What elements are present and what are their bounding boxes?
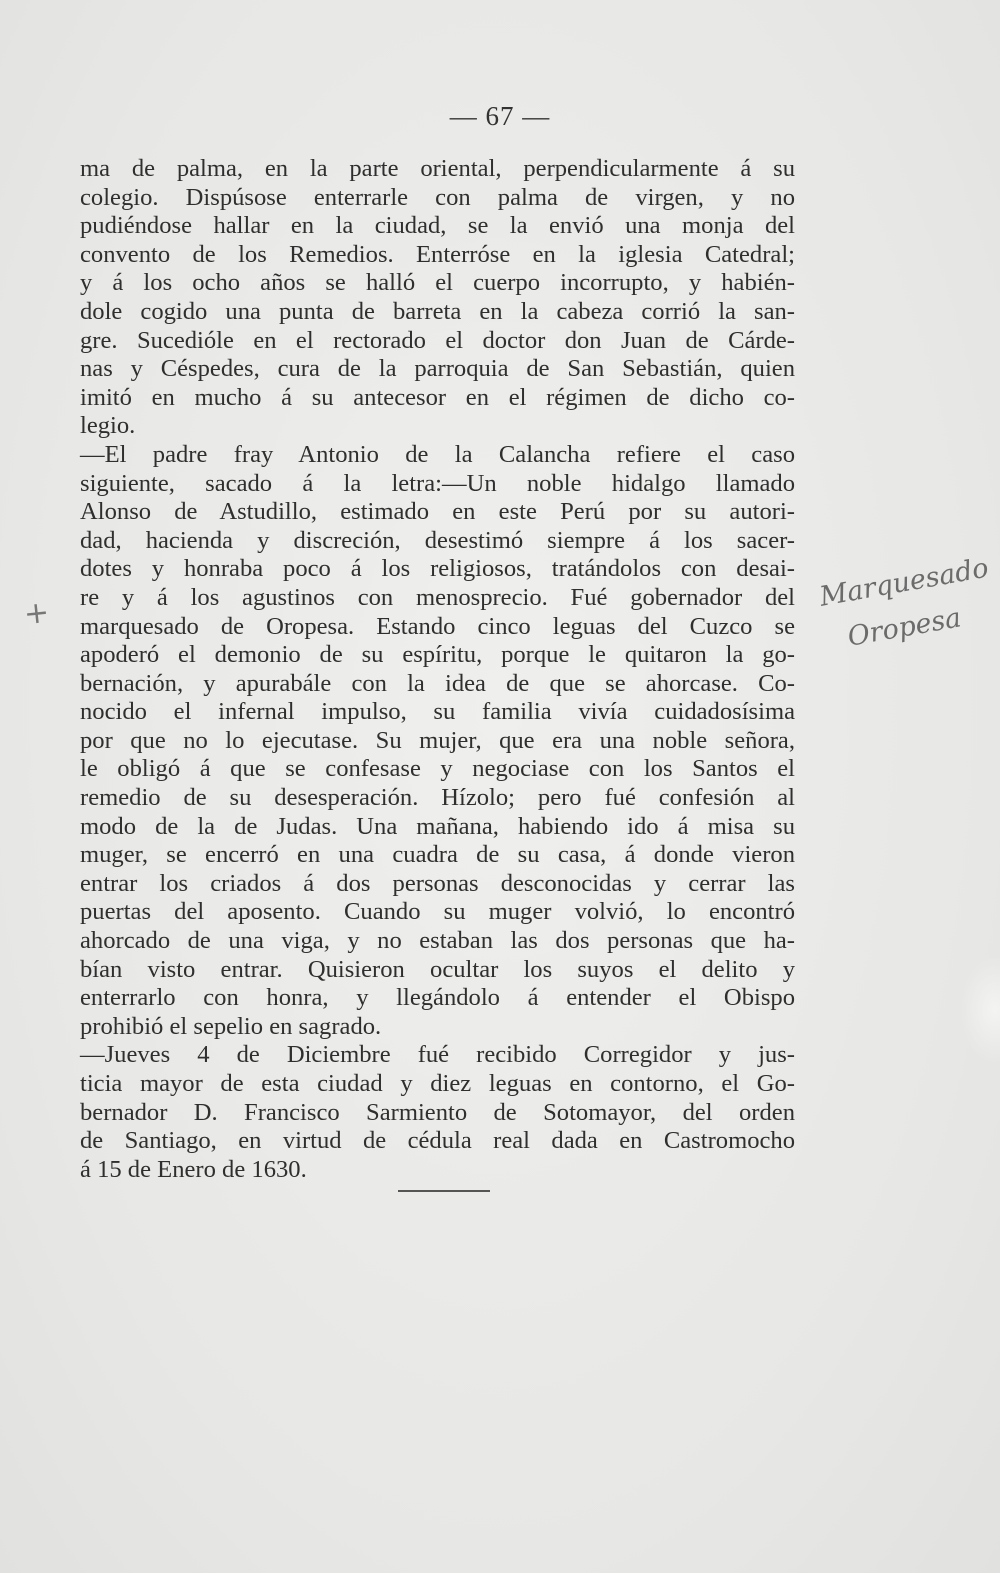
text-line: bernación, y apurabále con la idea de que se ahorcase. Co- bbox=[80, 669, 795, 697]
text-line: entrar los criados á dos personas desconocidas y cerrar las bbox=[80, 869, 795, 897]
margin-cross-mark: + bbox=[22, 594, 51, 633]
text-line: le obligó á que se confesase y negociase con los Santos el bbox=[80, 755, 795, 783]
text-line: enterrarlo con honra, y llegándolo á entender el Obispo bbox=[80, 984, 795, 1012]
text-line: siguiente, sacado á la letra:—Un noble hidalgo llamado bbox=[80, 469, 795, 497]
text-line: á 15 de Enero de 1630. bbox=[80, 1155, 307, 1183]
text-line: —El padre fray Antonio de la Calancha refiere el caso bbox=[80, 440, 795, 468]
text-line: remedio de su desesperación. Hízolo; pero fué confesión al bbox=[80, 784, 795, 812]
text-line: marquesado de Oropesa. Estando cinco leguas del Cuzco se bbox=[80, 612, 795, 640]
text-line: ma de palma, en la parte oriental, perpendicularmente á su bbox=[80, 155, 795, 182]
text-line: gre. Sucedióle en el rectorado el doctor don Juan de Cárde- bbox=[80, 326, 795, 354]
text-line: y á los ocho años se halló el cuerpo incorrupto, y habién- bbox=[80, 269, 795, 297]
section-divider bbox=[398, 1190, 490, 1192]
text-line: prohibió el sepelio en sagrado. bbox=[80, 1012, 382, 1040]
text-line: ticia mayor de esta ciudad y diez leguas en contorno, el Go- bbox=[80, 1070, 795, 1097]
text-line: bían visto entrar. Quisieron ocultar los suyos el delito y bbox=[80, 955, 795, 983]
text-line: pudiéndose hallar en la ciudad, se la envió una monja del bbox=[80, 212, 795, 240]
text-line: de Santiago, en virtud de cédula real dada en Castromocho bbox=[80, 1127, 795, 1155]
text-line: por que no lo ejecutase. Su mujer, que era una noble señora, bbox=[80, 726, 795, 754]
text-line: puertas del aposento. Cuando su muger volvió, lo encontró bbox=[80, 898, 795, 926]
paper-stain bbox=[960, 955, 1000, 1065]
text-line: legio. bbox=[80, 412, 136, 440]
text-line: re y á los agustinos con menosprecio. Fué gobernador del bbox=[80, 583, 795, 611]
text-line: dad, hacienda y discreción, desestimó siempre á los sacer- bbox=[80, 526, 795, 554]
text-line: nas y Céspedes, cura de la parroquia de San Sebastián, quien bbox=[80, 355, 795, 383]
text-line: dole cogido una punta de barreta en la cabeza corrió la san- bbox=[80, 297, 795, 325]
text-line: —Jueves 4 de Diciembre fué recibido Corregidor y jus- bbox=[80, 1041, 795, 1069]
text-line: ahorcado de una viga, y no estaban las dos personas que ha- bbox=[80, 927, 795, 955]
handwritten-note-marquesado: Marquesado bbox=[817, 552, 991, 613]
page-number: — 67 — bbox=[449, 101, 551, 131]
body-text bbox=[80, 155, 795, 1184]
text-line: muger, se encerró en una cuadra de su casa, á donde vieron bbox=[80, 841, 795, 869]
text-line: apoderó el demonio de su espíritu, porque le quitaron la go- bbox=[80, 641, 795, 669]
text-line: bernador D. Francisco Sarmiento de Sotomayor, del orden bbox=[80, 1098, 795, 1126]
text-line: Alonso de Astudillo, estimado en este Perú por su autori- bbox=[80, 498, 795, 526]
text-line: dotes y honraba poco á los religiosos, tratándolos con desai- bbox=[80, 555, 795, 583]
text-line: modo de la de Judas. Una mañana, habiendo ido á misa su bbox=[80, 812, 795, 840]
handwritten-note-oropesa: Oropesa bbox=[845, 602, 964, 653]
text-line: imitó en mucho á su antecesor en el régimen de dicho co- bbox=[80, 383, 795, 411]
text-line: nocido el infernal impulso, su familia vivía cuidadosísima bbox=[80, 698, 795, 726]
text-line: colegio. Dispúsose enterrarle con palma de virgen, y no bbox=[80, 183, 795, 211]
text-line: convento de los Remedios. Enterróse en la iglesia Catedral; bbox=[80, 240, 795, 268]
